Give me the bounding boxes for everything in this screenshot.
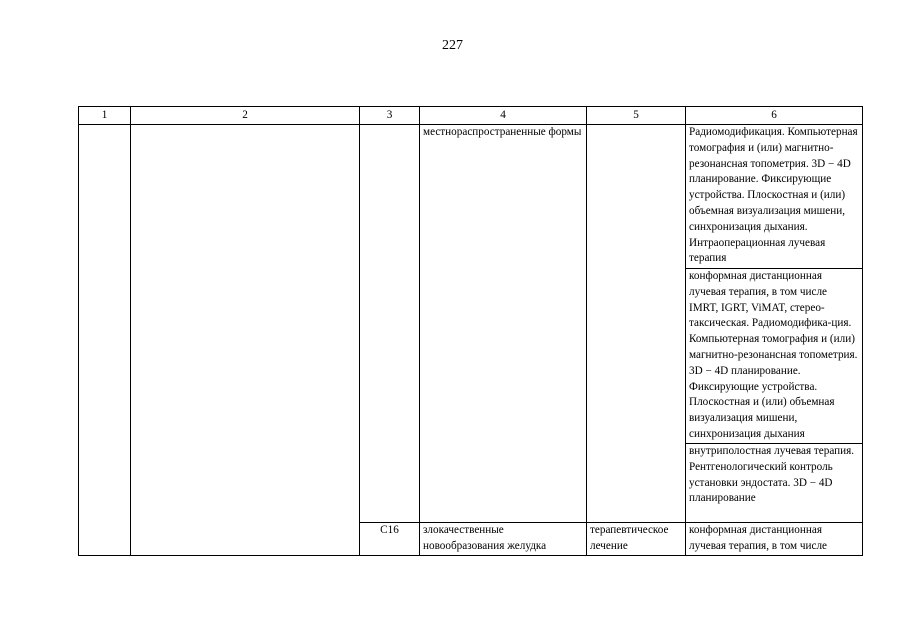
cell-col-6: Радиомодификация. Компьютерная томография и (или) магнитно-резонансная топометрия. 3D − 4D планирование. Фиксирующие устройства. Плоскостная и (или) объемная визуализация мишени, синхронизация дыхания. Интраоперационная лучевая терапия bbox=[686, 125, 863, 269]
header-col-5: 5 bbox=[587, 107, 686, 125]
header-col-6: 6 bbox=[686, 107, 863, 125]
header-col-1: 1 bbox=[79, 107, 131, 125]
data-table bbox=[78, 106, 863, 556]
cell-col-6: конформная дистанционная лучевая терапия, в том числе IMRT, IGRT, ViMAT, стерео-таксическая. Радиомодифика-ция. Компьютерная томография и (или) магнитно-резонансная топометрия. 3D − 4D планирование. Фиксирующие устройства. Плоскостная и (или) объемная визуализация мишени, синхронизация дыхания bbox=[686, 269, 863, 444]
cell-col-5: терапевтическое лечение bbox=[587, 523, 686, 556]
cell-col-2 bbox=[131, 125, 360, 556]
header-col-4: 4 bbox=[420, 107, 587, 125]
table-row bbox=[79, 125, 863, 269]
cell-col-3 bbox=[360, 125, 420, 523]
header-row bbox=[79, 107, 863, 125]
cell-code: C16 bbox=[360, 523, 420, 556]
header-col-3: 3 bbox=[360, 107, 420, 125]
header-col-2: 2 bbox=[131, 107, 360, 125]
cell-col-4: местнораспространенные формы bbox=[420, 125, 587, 523]
cell-col-4: злокачественные новообразования желудка bbox=[420, 523, 587, 556]
cell-col-5 bbox=[587, 125, 686, 523]
cell-col-1 bbox=[79, 125, 131, 556]
cell-col-6: конформная дистанционная лучевая терапия, в том числе bbox=[686, 523, 863, 556]
cell-col-6: внутриполостная лучевая терапия. Рентгенологический контроль установки эндостата. 3D − 4D планирование bbox=[686, 444, 863, 523]
page-number: 227 bbox=[442, 38, 463, 53]
